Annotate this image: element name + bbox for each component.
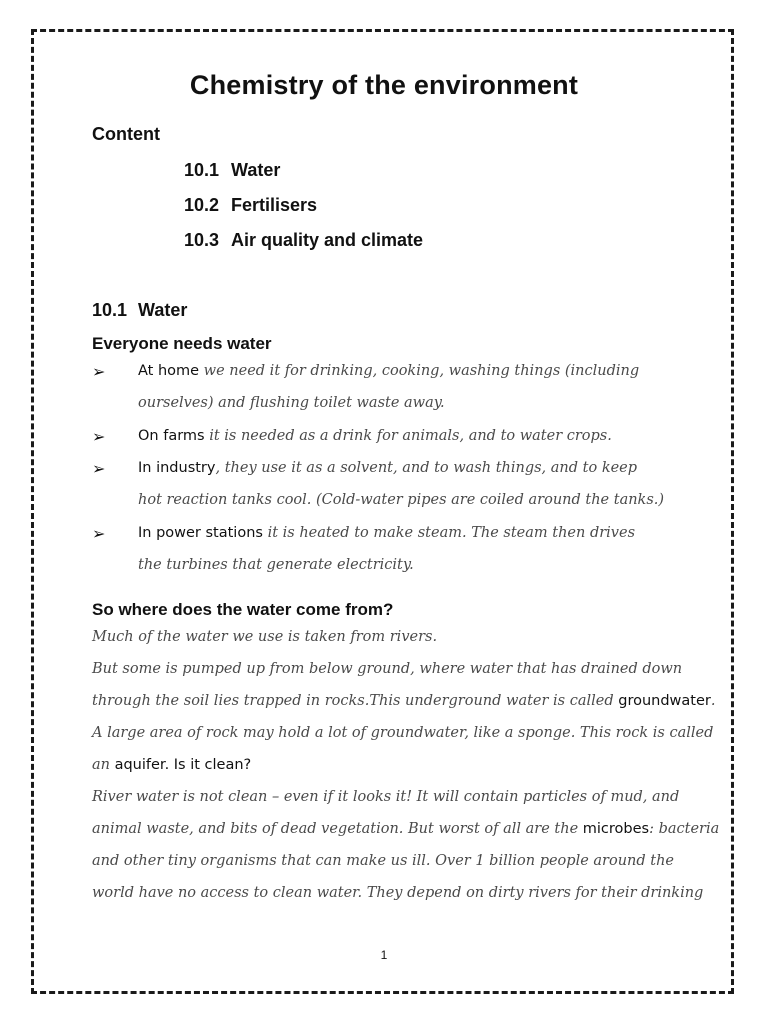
paragraph-line bbox=[92, 821, 719, 837]
toc-label: Water bbox=[231, 160, 281, 180]
paragraph-text: an bbox=[92, 757, 115, 773]
toc-num: 10.2 bbox=[184, 195, 220, 215]
paragraph-line: But some is pumped up from below ground, where water that has drained down bbox=[92, 661, 683, 677]
bullet-arrow-icon: ➢ bbox=[92, 429, 106, 446]
paragraph-text: : bacteria bbox=[649, 821, 720, 837]
toc-item-fertilisers bbox=[184, 195, 317, 216]
bullet-arrow-icon: ➢ bbox=[92, 461, 106, 478]
bullet-line-cont: hot reaction tanks cool. (Cold-water pipes are coiled around the tanks.) bbox=[138, 492, 665, 508]
subheading-everyone-needs-water: Everyone needs water bbox=[92, 334, 272, 353]
paragraph-text: animal waste, and bits of dead vegetation. But worst of all are the bbox=[92, 821, 583, 837]
paragraph-line: and other tiny organisms that can make us ill. Over 1 billion people around the bbox=[92, 853, 675, 869]
bullet-text: it is needed as a drink for animals, and to water crops. bbox=[204, 428, 612, 444]
bullet-line-cont: ourselves) and flushing toilet waste away. bbox=[138, 395, 445, 411]
content-heading: Content bbox=[92, 124, 160, 144]
term-aquifer: aquifer bbox=[114, 757, 165, 773]
bullet-line bbox=[138, 363, 639, 379]
bullet-arrow-icon: ➢ bbox=[92, 364, 106, 381]
bullet-line bbox=[138, 428, 612, 444]
paragraph-line: River water is not clean – even if it looks it! It will contain particles of mud, and bbox=[92, 789, 680, 805]
bullet-arrow-icon: ➢ bbox=[92, 526, 106, 543]
bullet-text: we need it for drinking, cooking, washing things (including bbox=[199, 363, 640, 379]
paragraph-line: Much of the water we use is taken from rivers. bbox=[92, 629, 438, 645]
toc-num: 10.1 bbox=[184, 160, 220, 180]
term-groundwater: groundwater bbox=[618, 693, 711, 709]
toc-num: 10.3 bbox=[184, 230, 220, 250]
bullet-key: In industry bbox=[138, 460, 216, 476]
paragraph-text: . bbox=[710, 693, 716, 709]
toc-label: Air quality and climate bbox=[231, 230, 424, 250]
page-border bbox=[31, 29, 734, 994]
bullet-key: In power stations bbox=[138, 525, 263, 541]
toc-item-air-quality bbox=[184, 230, 423, 251]
paragraph-line: A large area of rock may hold a lot of groundwater, like a sponge. This rock is called bbox=[92, 725, 714, 741]
bullet-line bbox=[138, 460, 637, 476]
toc-label: Fertilisers bbox=[231, 195, 318, 215]
term-microbes: microbes bbox=[582, 821, 650, 837]
page-number: 1 bbox=[380, 948, 388, 962]
subheading-water-source: So where does the water come from? bbox=[92, 600, 394, 619]
bullet-text: it is heated to make steam. The steam then drives bbox=[262, 525, 636, 541]
section-num: 10.1 bbox=[92, 300, 128, 320]
paragraph-line bbox=[92, 757, 251, 773]
bullet-key: On farms bbox=[138, 428, 205, 444]
page-title: Chemistry of the environment bbox=[189, 70, 579, 100]
section-label: Water bbox=[138, 300, 188, 320]
toc-item-water bbox=[184, 160, 280, 181]
paragraph-text: . bbox=[164, 757, 174, 773]
paragraph-line: world have no access to clean water. They depend on dirty rivers for their drinking bbox=[92, 885, 704, 901]
question-is-it-clean: Is it clean? bbox=[173, 757, 252, 773]
paragraph-text: through the soil lies trapped in rocks.This underground water is called bbox=[92, 693, 619, 709]
bullet-key: At home bbox=[138, 363, 200, 379]
paragraph-line bbox=[92, 693, 715, 709]
bullet-text: , they use it as a solvent, and to wash things, and to keep bbox=[215, 460, 638, 476]
bullet-line bbox=[138, 525, 635, 541]
bullet-line-cont: the turbines that generate electricity. bbox=[138, 557, 414, 573]
section-heading bbox=[92, 300, 187, 321]
